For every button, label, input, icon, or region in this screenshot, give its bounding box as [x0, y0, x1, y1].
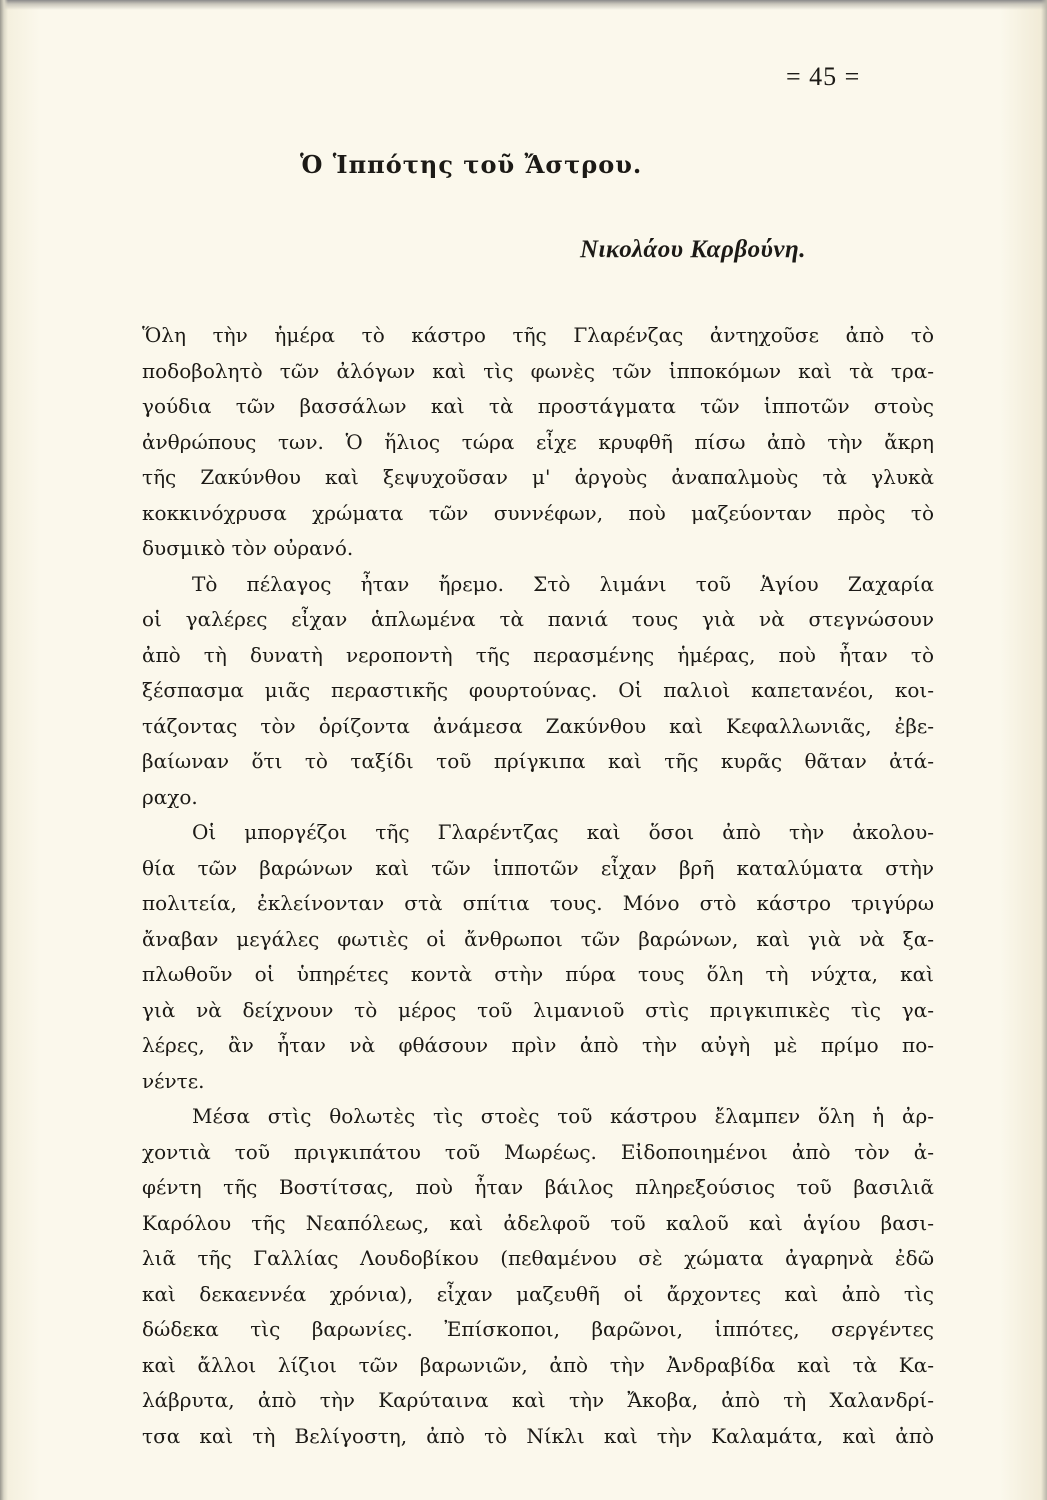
text-line: κοκκινόχρυσα χρώματα τῶν συννέφων, ποὺ μαζεύονταν πρὸς τὸ — [142, 500, 934, 525]
article-body — [142, 318, 934, 1454]
text-line: τάζοντας τὸν ὁρίζοντα ἀνάμεσα Ζακύνθου καὶ Κεφαλλωνιᾶς, ἐβε- — [142, 713, 934, 738]
text-line: δώδεκα τὶς βαρωνίες. Ἐπίσκοποι, βαρῶνοι, ἱππότες, σεργέντες — [142, 1317, 934, 1341]
text-line: γούδια τῶν βασσάλων καὶ τὰ προστάγματα τῶν ἱπποτῶν στοὺς — [142, 394, 934, 418]
page-number: = 45 = — [786, 62, 861, 91]
text-line: Τὸ πέλαγος ἦταν ἤρεμο. Στὸ λιμάνι τοῦ Ἁγίου Ζαχαρία — [192, 571, 934, 596]
article-title: Ὁ Ἱππότης τοῦ Ἄστρου. — [300, 150, 643, 179]
text-line: γιὰ νὰ δείχνουν τὸ μέρος τοῦ λιμανιοῦ στὶς πριγκιπικὲς τὶς γα- — [142, 997, 934, 1022]
text-line: Οἱ μποργέζοι τῆς Γλαρέντζας καὶ ὅσοι ἀπὸ τὴν ἀκολου- — [192, 820, 934, 844]
text-line: ραχο. — [142, 784, 198, 809]
page-top-edge — [0, 0, 1047, 10]
text-line: Μέσα στὶς θολωτὲς τὶς στοὲς τοῦ κάστρου ἔλαμπεν ὅλη ἡ ἀρ- — [192, 1104, 934, 1128]
page-right-edge — [1041, 0, 1047, 1500]
page-left-edge — [0, 0, 8, 1500]
text-line: Καρόλου τῆς Νεαπόλεως, καὶ ἀδελφοῦ τοῦ καλοῦ καὶ ἁγίου βασι- — [142, 1210, 934, 1235]
text-line: βαίωναν ὅτι τὸ ταξίδι τοῦ πρίγκιπα καὶ τῆς κυρᾶς θᾶταν ἀτά- — [142, 749, 934, 773]
text-line: δυσμικὸ τὸν οὐρανό. — [142, 536, 354, 560]
text-line: χοντιὰ τοῦ πριγκιπάτου τοῦ Μωρέως. Εἰδοποιημένοι ἀπὸ τὸν ἀ- — [142, 1139, 934, 1164]
text-line: ἀνθρώπους των. Ὁ ἥλιος τώρα εἶχε κρυφθῆ πίσω ἀπὸ τὴν ἄκρη — [142, 429, 934, 454]
article-author: Νικολάου Καρβούνη. — [580, 236, 806, 263]
text-line: τῆς Ζακύνθου καὶ ξεψυχοῦσαν μ' ἀργοὺς ἀναπαλμοὺς τὰ γλυκὰ — [142, 465, 934, 489]
text-line: ἀπὸ τὴ δυνατὴ νεροποντὴ τῆς περασμένης ἡμέρας, ποὺ ἦταν τὸ — [142, 642, 934, 667]
text-line: νέντε. — [142, 1068, 205, 1093]
text-line: λιᾶ τῆς Γαλλίας Λουδοβίκου (πεθαμένου σὲ χώματα ἀγαρηνὰ ἐδῶ — [142, 1246, 934, 1270]
text-line: πλωθοῦν οἱ ὑπηρέτες κοντὰ στὴν πύρα τους ὅλη τὴ νύχτα, καὶ — [142, 962, 934, 986]
text-line: φέντη τῆς Βοστίτσας, ποὺ ἦταν βάιλος πληρεξούσιος τοῦ βασιλιᾶ — [142, 1175, 934, 1199]
text-line: ποδοβολητὸ τῶν ἀλόγων καὶ τὶς φωνὲς τῶν ἱπποκόμων καὶ τὰ τρα- — [142, 358, 934, 383]
text-line: ἄναβαν μεγάλες φωτιὲς οἱ ἄνθρωποι τῶν βαρώνων, καὶ γιὰ νὰ ξα- — [142, 926, 934, 951]
text-line: λέρες, ἂν ἦταν νὰ φθάσουν πρὶν ἀπὸ τὴν αὐγὴ μὲ πρίμο πο- — [142, 1033, 934, 1057]
text-line: τσα καὶ τὴ Βελίγοστη, ἀπὸ τὸ Νίκλι καὶ τὴν Καλαμάτα, καὶ ἀπὸ — [142, 1423, 934, 1448]
text-line: Ὅλη τὴν ἡμέρα τὸ κάστρο τῆς Γλαρένζας ἀντηχοῦσε ἀπὸ τὸ — [142, 323, 934, 347]
text-line: οἱ γαλέρες εἶχαν ἁπλωμένα τὰ πανιά τους γιὰ νὰ στεγνώσουν — [142, 607, 934, 631]
text-line: θία τῶν βαρώνων καὶ τῶν ἱπποτῶν εἶχαν βρῆ καταλύματα στὴν — [142, 855, 934, 880]
text-line: ξέσπασμα μιᾶς περαστικῆς φουρτούνας. Οἱ παλιοὶ καπετανέοι, κοι- — [142, 678, 934, 702]
text-line: λάβρυτα, ἀπὸ τὴν Καρύταινα καὶ τὴν Ἄκοβα, ἀπὸ τὴ Χαλανδρί- — [142, 1388, 934, 1412]
text-line: πολιτεία, ἐκλείνονταν στὰ σπίτια τους. Μόνο στὸ κάστρο τριγύρω — [142, 891, 934, 915]
text-line: καὶ ἄλλοι λίζιοι τῶν βαρωνιῶν, ἀπὸ τὴν Ἀνδραβίδα καὶ τὰ Κα- — [142, 1352, 934, 1377]
text-line: καὶ δεκαεννέα χρόνια), εἶχαν μαζευθῆ οἱ ἄρχοντες καὶ ἀπὸ τὶς — [142, 1281, 934, 1306]
